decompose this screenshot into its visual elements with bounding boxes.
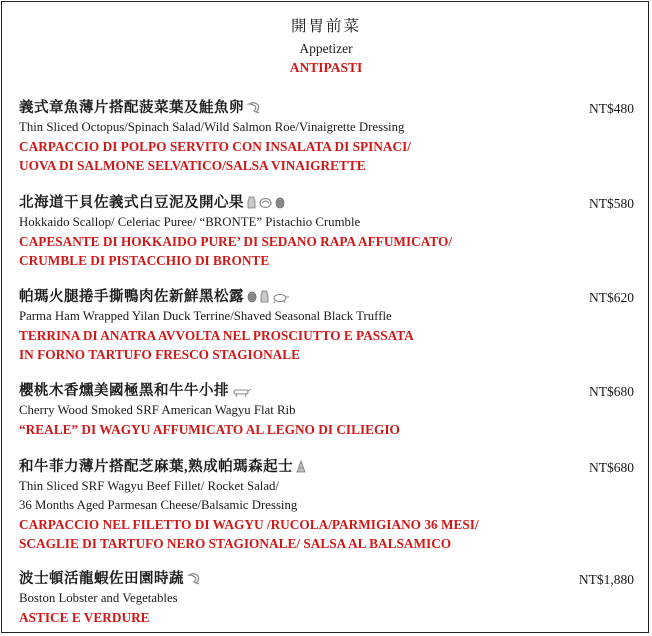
dish-name-it-line: CAPESANTE DI HOKKAIDO PURE’ DI SEDANO RAPA AFFUMICATO/ <box>19 234 453 249</box>
section-title-en: Appetizer <box>299 41 353 56</box>
dish-price: NT$580 <box>589 196 634 211</box>
dish-name-en-line: Parma Ham Wrapped Yilan Duck Terrine/Shaved Seasonal Black Truffle <box>19 309 392 323</box>
dish-price: NT$480 <box>589 101 634 116</box>
menu-item <box>19 99 634 175</box>
milk-icon <box>247 196 256 209</box>
dish-name-it-line: ASTICE E VERDURE <box>19 610 150 625</box>
dish-name-it-line: UOVA DI SALMONE SELVATICO/SALSA VINAIGRETTE <box>19 158 366 173</box>
menu-item <box>19 382 634 439</box>
shellfish-icon <box>259 197 272 209</box>
dish-name-zh: 北海道干貝佐義式白豆泥及開心果 <box>19 195 244 211</box>
dish-name-zh: 義式章魚薄片搭配菠菜葉及鮭魚卵 <box>19 100 244 116</box>
dish-name-en-line: Thin Sliced SRF Wagyu Beef Fillet/ Rocket Salad/ <box>19 479 279 493</box>
menu-item <box>19 194 634 270</box>
menu-item <box>19 458 634 553</box>
dish-name-zh: 櫻桃木香燻美國極黑和牛牛小排 <box>19 383 229 399</box>
milk-icon <box>260 290 269 303</box>
shrimp-icon <box>187 572 201 585</box>
section-title-zh: 開胃前菜 <box>290 18 361 35</box>
dish-name-it-line: CARPACCIO DI POLPO SERVITO CON INSALATA DI SPINACI/ <box>19 139 411 154</box>
dish-name-zh: 和牛菲力薄片搭配芝麻葉,熟成帕瑪森起士 <box>19 459 294 475</box>
dish-price: NT$680 <box>589 460 634 475</box>
section-title-it: ANTIPASTI <box>289 60 363 75</box>
shrimp-icon <box>247 101 261 114</box>
dish-name-it-line: TERRINA DI ANATRA AVVOLTA NEL PROSCIUTTO E PASSATA <box>19 328 414 343</box>
dish-price: NT$1,880 <box>578 572 634 587</box>
menu-item <box>19 288 634 364</box>
dish-price: NT$620 <box>589 290 634 305</box>
dish-name-it-line: CARPACCIO NEL FILETTO DI WAGYU /RUCOLA/PARMIGIANO 36 MESI/ <box>19 517 479 532</box>
nut-icon <box>247 291 257 303</box>
section-header <box>0 17 652 77</box>
beef-icon <box>232 387 252 397</box>
dish-name-zh: 波士頓活龍蝦佐田園時蔬 <box>19 571 184 587</box>
nut-icon <box>275 197 285 209</box>
menu-item <box>19 570 634 627</box>
dish-name-en-line: 36 Months Aged Parmesan Cheese/Balsamic Dressing <box>19 498 298 512</box>
pork-icon <box>272 293 290 303</box>
dish-name-en-line: Hokkaido Scallop/ Celeriac Puree/ “BRONTE” Pistachio Crumble <box>19 215 361 229</box>
dish-name-it-line: IN FORNO TARTUFO FRESCO STAGIONALE <box>19 347 301 362</box>
dish-name-en-line: Thin Sliced Octopus/Spinach Salad/Wild Salmon Roe/Vinaigrette Dressing <box>19 120 405 134</box>
dish-name-en-line: Boston Lobster and Vegetables <box>19 591 178 605</box>
dish-name-it-line: SCAGLIE DI TARTUFO NERO STAGIONALE/ SALSA AL BALSAMICO <box>19 536 452 551</box>
cheese-icon <box>296 460 306 473</box>
dish-name-it-line: “REALE” DI WAGYU AFFUMICATO AL LEGNO DI CILIEGIO <box>19 422 400 437</box>
dish-name-en-line: Cherry Wood Smoked SRF American Wagyu Flat Rib <box>19 403 296 417</box>
dish-price: NT$680 <box>589 384 634 399</box>
dish-name-zh: 帕瑪火腿捲手撕鴨肉佐新鮮黑松露 <box>19 289 244 305</box>
dish-name-it-line: CRUMBLE DI PISTACCHIO DI BRONTE <box>19 253 270 268</box>
